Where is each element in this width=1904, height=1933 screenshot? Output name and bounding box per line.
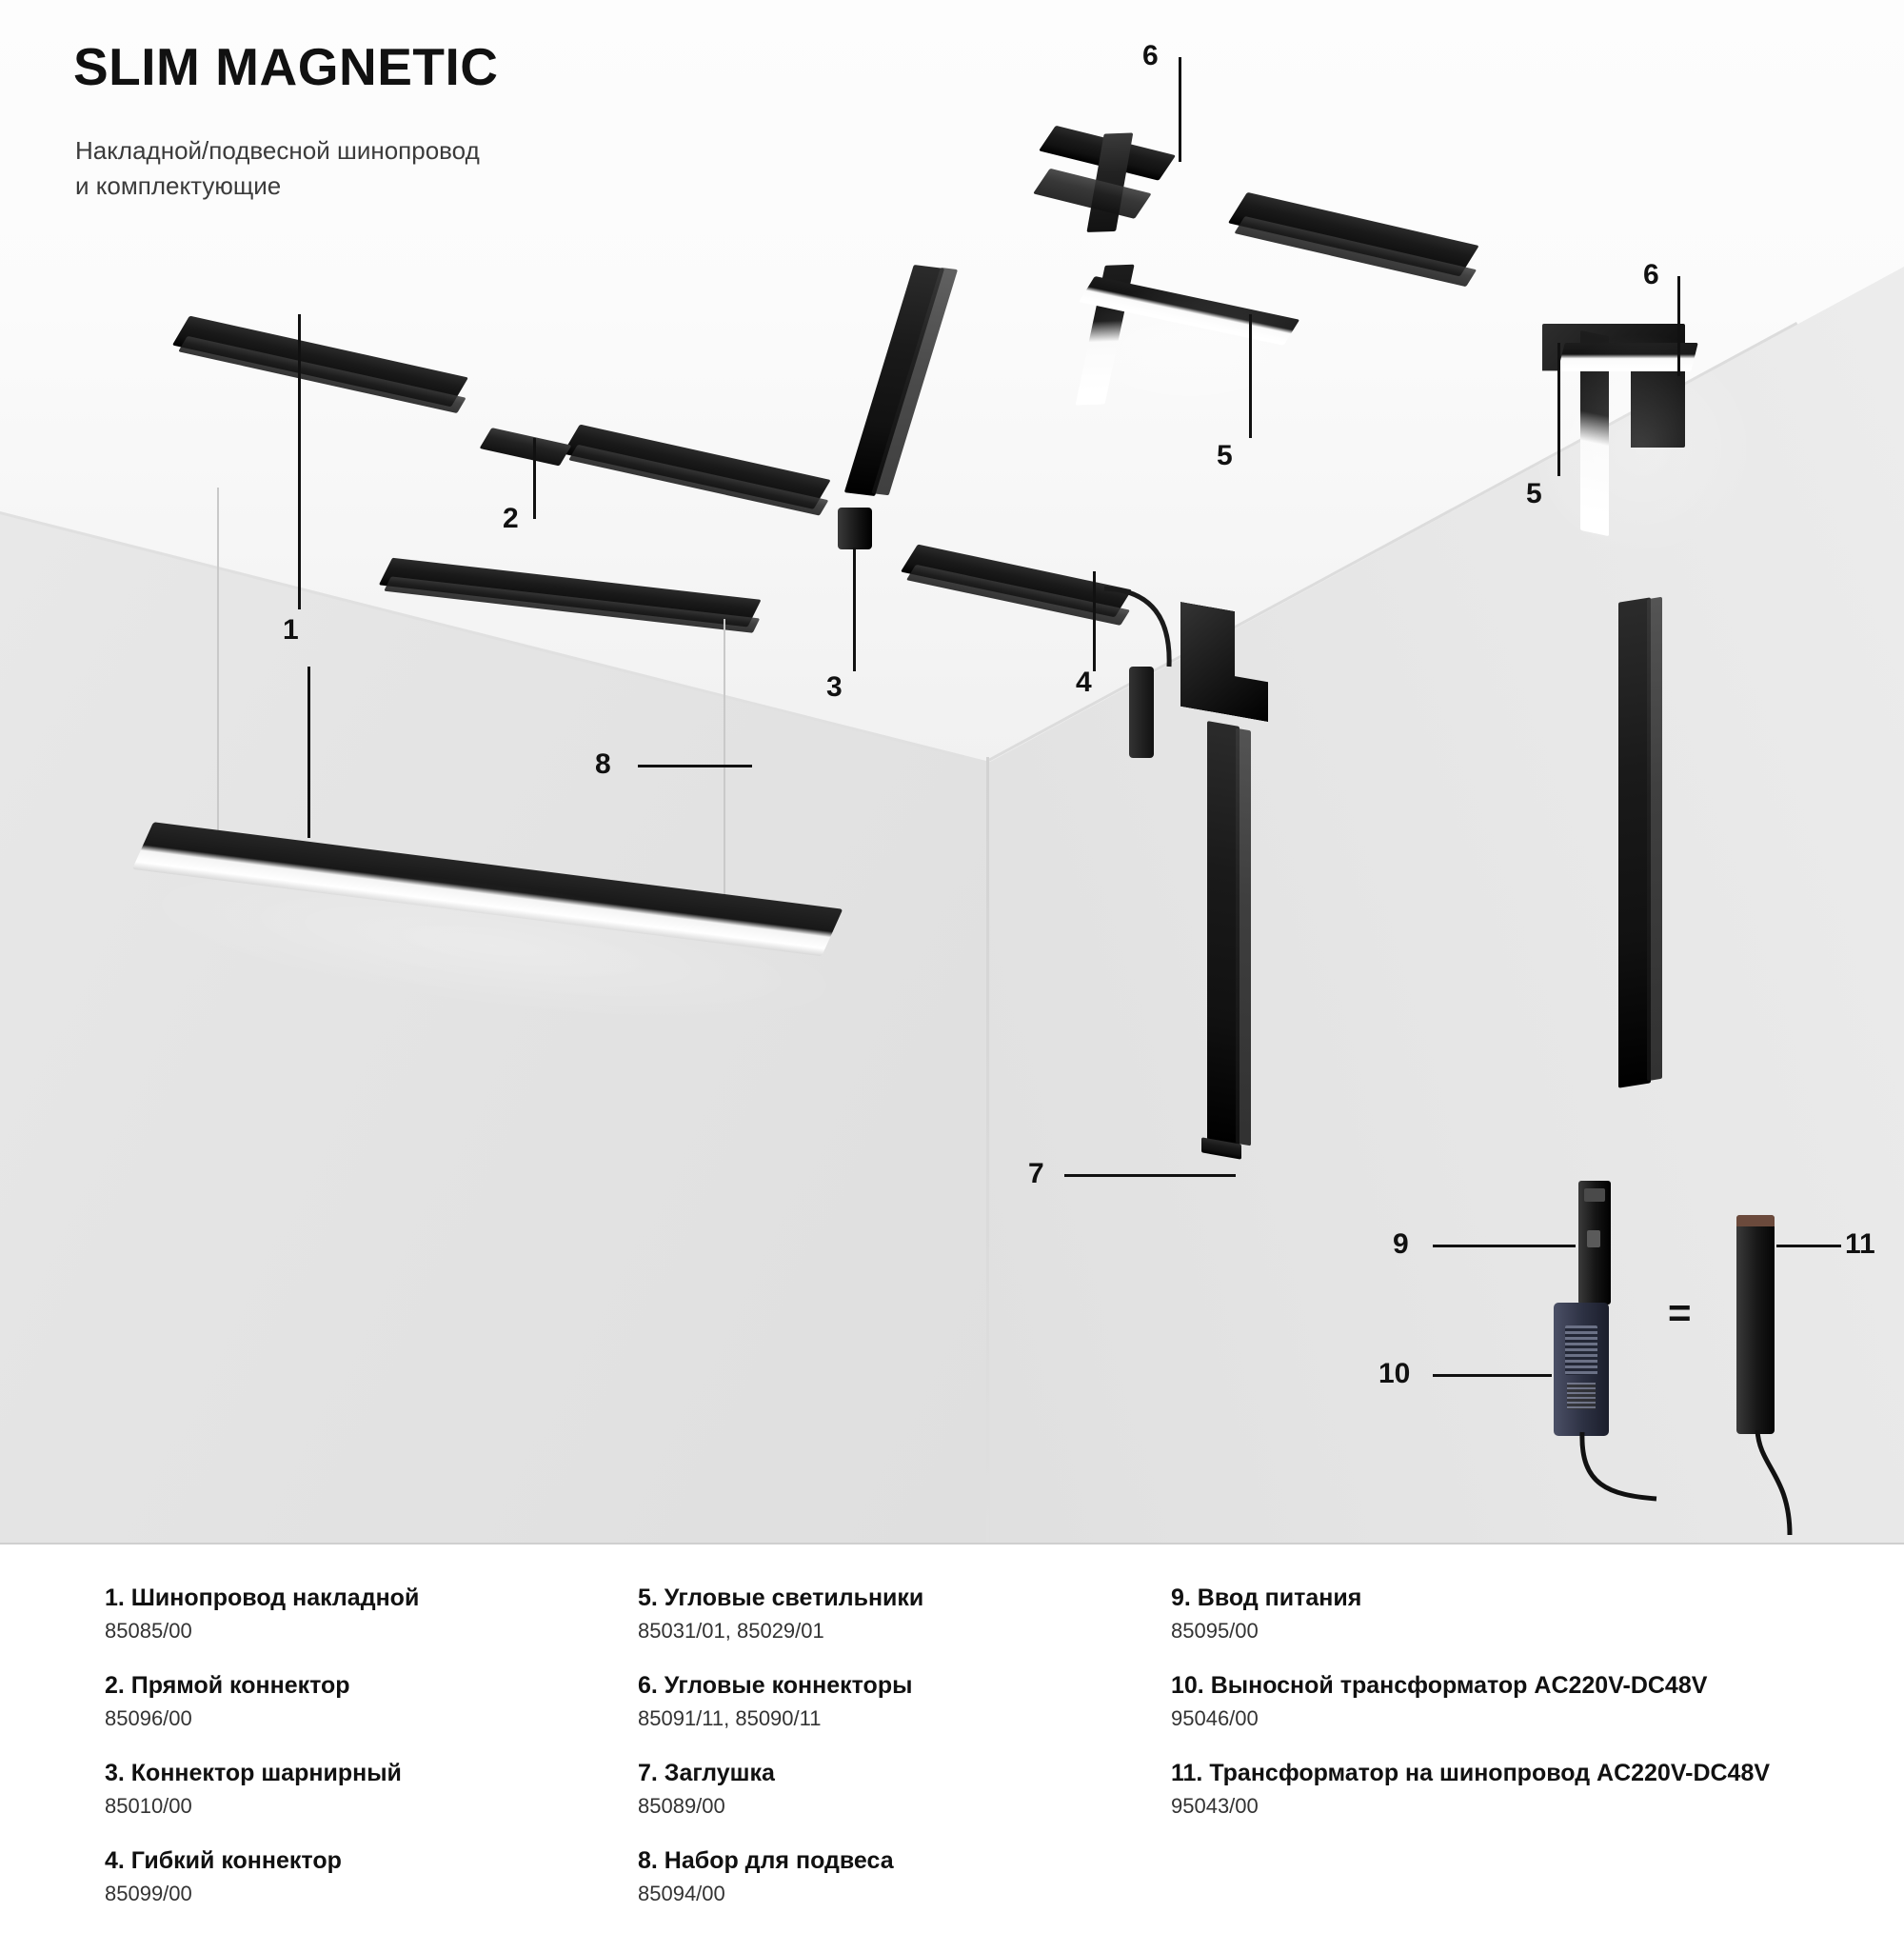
legend-item-11-name: 11. Трансформатор на шинопровод AC220V-DC48V: [1171, 1760, 1771, 1786]
leader-line-5b: [1557, 343, 1560, 476]
page-subtitle: [75, 133, 480, 204]
legend-item-7-name: 7. Заглушка: [638, 1760, 775, 1786]
power-input-terminal: [1584, 1188, 1605, 1202]
legend-item-2-name: 2. Прямой коннектор: [105, 1672, 350, 1699]
leader-line-10: [1433, 1374, 1552, 1377]
callout-number-8: 8: [595, 748, 611, 780]
track-right-wall-inner-side: [1236, 728, 1251, 1146]
callout-number-1: 1: [283, 614, 299, 646]
suspension-wire-right: [724, 619, 725, 905]
equals-sign: =: [1668, 1290, 1692, 1335]
callout-number-10: 10: [1378, 1358, 1411, 1389]
suspension-wire-left: [217, 488, 219, 830]
leader-line-1: [298, 314, 301, 609]
page-subtitle-line1: Накладной/подвесной шинопровод: [75, 136, 480, 165]
legend-item-8-name: 8. Набор для подвеса: [638, 1847, 894, 1874]
wall-corner-seam: [986, 757, 989, 1543]
leader-line-11: [1776, 1245, 1841, 1247]
legend-column-3: [1171, 1583, 1780, 1933]
legend-item-10-name: 10. Выносной трансформатор AC220V-DC48V: [1171, 1672, 1708, 1699]
legend-item-4-name: 4. Гибкий коннектор: [105, 1847, 342, 1874]
leader-line-2: [533, 438, 536, 519]
leader-line-4: [1093, 571, 1096, 671]
legend-item-2: [105, 1670, 638, 1733]
legend-item-4: [105, 1845, 638, 1908]
legend-panel: [0, 1543, 1904, 1906]
legend-columns: [105, 1583, 1847, 1933]
legend-column-2: [638, 1583, 1171, 1933]
leader-line-6a: [1179, 57, 1181, 162]
callout-number-11: 11: [1845, 1228, 1875, 1260]
page-subtitle-line2: и комплектующие: [75, 171, 282, 200]
legend-item-10-code: 95046/00: [1171, 1706, 1259, 1730]
legend-item-10: [1171, 1670, 1780, 1733]
leader-line-1b: [307, 667, 310, 838]
track-right-wall-outer-side: [1647, 597, 1662, 1082]
callout-number-2: 2: [503, 503, 519, 534]
legend-item-1-code: 85085/00: [105, 1619, 192, 1643]
legend-item-5-code: 85031/01, 85029/01: [638, 1619, 824, 1643]
legend-item-7: [638, 1758, 1171, 1821]
legend-item-8-code: 85094/00: [638, 1882, 725, 1905]
leader-line-8: [638, 765, 752, 767]
callout-number-3: 3: [826, 671, 843, 703]
track-transformer-top: [1736, 1215, 1775, 1226]
callout-number-5a: 5: [1217, 440, 1233, 471]
leader-line-5a: [1249, 314, 1252, 438]
legend-item-6-name: 6. Угловые коннекторы: [638, 1672, 913, 1699]
legend-item-11: [1171, 1758, 1780, 1821]
legend-item-5-name: 5. Угловые светильники: [638, 1584, 924, 1611]
legend-item-9-code: 85095/00: [1171, 1619, 1259, 1643]
legend-item-3-name: 3. Коннектор шарнирный: [105, 1760, 402, 1786]
legend-item-1-name: 1. Шинопровод накладной: [105, 1584, 420, 1611]
callout-number-4: 4: [1076, 667, 1092, 698]
legend-item-3: [105, 1758, 638, 1821]
page-title: SLIM MAGNETIC: [73, 37, 499, 96]
legend-item-1: [105, 1583, 638, 1645]
callout-number-6b: 6: [1643, 259, 1659, 290]
leader-line-7: [1064, 1174, 1236, 1177]
callout-number-6a: 6: [1142, 40, 1159, 71]
legend-item-5: [638, 1583, 1171, 1645]
track-right-wall-inner: [1207, 721, 1240, 1146]
hinged-connector: [838, 508, 872, 549]
leader-line-6b: [1677, 276, 1680, 376]
callout-number-5b: 5: [1526, 478, 1542, 509]
track-right-wall-outer: [1618, 597, 1651, 1087]
power-input-port: [1587, 1230, 1600, 1247]
legend-item-11-code: 95043/00: [1171, 1794, 1259, 1818]
legend-item-3-code: 85010/00: [105, 1794, 192, 1818]
legend-item-2-code: 85096/00: [105, 1706, 192, 1730]
track-transformer: [1736, 1215, 1775, 1434]
flexible-connector-body: [1129, 667, 1154, 758]
callout-number-9: 9: [1393, 1228, 1409, 1260]
leader-line-3: [853, 548, 856, 671]
legend-item-8: [638, 1845, 1171, 1908]
legend-item-6: [638, 1670, 1171, 1733]
legend-item-6-code: 85091/11, 85090/11: [638, 1706, 822, 1730]
remote-transformer-label: [1567, 1383, 1596, 1409]
remote-transformer-cable: [1542, 1428, 1695, 1543]
legend-item-7-code: 85089/00: [638, 1794, 725, 1818]
leader-line-9: [1433, 1245, 1576, 1247]
legend-item-9-name: 9. Ввод питания: [1171, 1584, 1362, 1611]
remote-transformer-vents: [1565, 1325, 1597, 1375]
legend-item-4-code: 85099/00: [105, 1882, 192, 1905]
legend-item-9: [1171, 1583, 1780, 1645]
track-transformer-cable: [1733, 1428, 1856, 1543]
callout-number-7: 7: [1028, 1158, 1044, 1189]
legend-column-1: [105, 1583, 638, 1933]
corner-luminaire-center-glow: [1047, 286, 1333, 419]
